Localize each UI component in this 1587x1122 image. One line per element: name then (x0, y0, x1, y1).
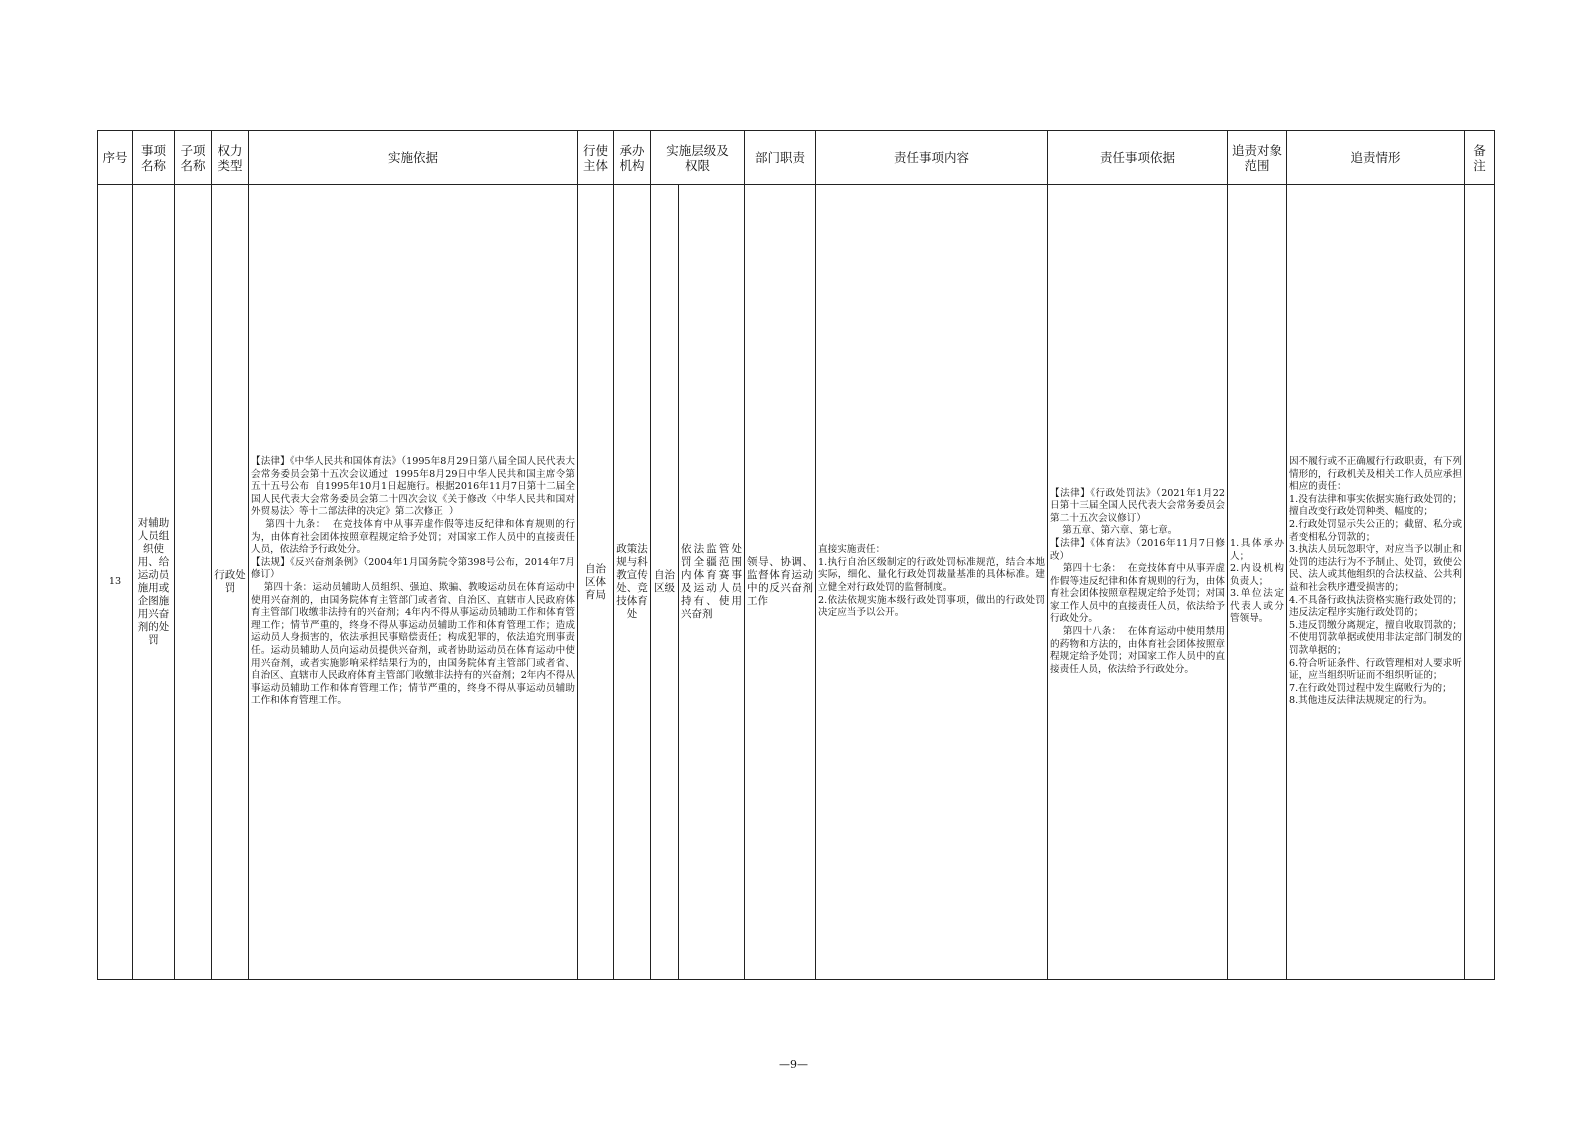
cell-level-scope: 依法监管处罚全疆范围内体育赛事及运动人员持有、使用兴奋剂 (679, 185, 745, 980)
cell-power-type: 行政处罚 (212, 185, 249, 980)
header-row (98, 131, 1495, 185)
cell-item-name: 对辅助人员组织使用、给运动员施用或企图施用兴奋剂的处罚 (133, 185, 175, 980)
header-item-name: 事项 名称 (133, 131, 175, 185)
header-level: 实施层级及 权限 (651, 131, 745, 185)
cell-basis: 【法律】《中华人民共和国体育法》（1995年8月29日第八届全国人民代表大会常务委员会第十五次会议通过 1995年8月29日中华人民共和国主席令第五十五号公布 自1995年10月1日起施行。根据2016年11月7日第十二届全国人民代表大会常务委员会第二十四次会议《关于修改〈中华人民共和国对外贸易法〉等十二部法律的决定》第二次修正 ） 第四十九条： 在竞技体育中从事弄虚作假等违反纪律和体育规则的行为，由体育社会团体按照章程规定给予处罚；对国家工作人员中的直接责任人员，依法给予行政处分。 【法规】《反兴奋剂条例》（2004年1月国务院令第398号公布，2014年7月修订） 第四十条：运动员辅助人员组织、强迫、欺骗、教唆运动员在体育运动中使用兴奋剂的，由国务院体育主管部门或者省、自治区、直辖市人民政府体育主管部门收缴非法持有的兴奋剂；4年内不得从事运动员辅助工作和体育管理工作；情节严重的，终身不得从事运动员辅助工作和体育管理工作；造成运动员人身损害的，依法承担民事赔偿责任；构成犯罪的，依法追究刑事责任。运动员辅助人员向运动员提供兴奋剂，或者协助运动员在体育运动中使用兴奋剂，或者实施影响采样结果行为的，由国务院体育主管部门或者省、自治区、直辖市人民政府体育主管部门收缴非法持有的兴奋剂；2年内不得从事运动员辅助工作和体育管理工作；情节严重的，终身不得从事运动员辅助工作和体育管理工作。 (249, 185, 578, 980)
header-seq: 序号 (98, 131, 133, 185)
cell-resp-content: 直接实施责任： 1.执行自治区级制定的行政处罚标准规范，结合本地实际，细化、量化行政处罚裁量基准的具体标准。建立健全对行政处罚的监督制度。 2.依法依规实施本级行政处罚事项，做出的行政处罚决定应当予以公开。 (816, 185, 1048, 980)
cell-duty: 领导、协调、监督体育运动中的反兴奋剂工作 (745, 185, 816, 980)
table-row (98, 185, 1495, 980)
cell-seq: 13 (98, 185, 133, 980)
cell-resp-basis: 【法律】《行政处罚法》（2021年1月22日第十三届全国人民代表大会常务委员会第二十五次会议修订） 第五章、第六章、第七章。 【法律】《体育法》（2016年11月7日修改） 第四十七条： 在竞技体育中从事弄虚作假等违反纪律和体育规则的行为，由体育社会团体按照章程规定给予处罚；对国家工作人员中的直接责任人员，依法给予行政处分。 第四十八条： 在体育运动中使用禁用的药物和方法的，由体育社会团体按照章程规定给予处罚；对国家工作人员中的直接责任人员，依法给予行政处分。 (1048, 185, 1228, 980)
cell-sub-item-name (175, 185, 212, 980)
header-power-type: 权力 类型 (212, 131, 249, 185)
header-resp-basis: 责任事项依据 (1048, 131, 1228, 185)
header-basis: 实施依据 (249, 131, 578, 185)
header-agency: 承办 机构 (614, 131, 651, 185)
header-accountability: 追责情形 (1287, 131, 1465, 185)
header-sub-item-name: 子项 名称 (175, 131, 212, 185)
header-duty: 部门职责 (745, 131, 816, 185)
responsibility-table (97, 130, 1495, 980)
cell-accountability: 因不履行或不正确履行行政职责，有下列情形的，行政机关及相关工作人员应承担相应的责任： 1.没有法律和事实依据实施行政处罚的；擅自改变行政处罚种类、幅度的； 2.行政处罚显示失公正的；截留、私分或者变相私分罚款的； 3.执法人员玩忽职守，对应当予以制止和处罚的违法行为不予制止、处罚，致使公民、法人或其他组织的合法权益、公共利益和社会秩序遭受损害的； 4.不具备行政执法资格实施行政处罚的；违反法定程序实施行政处罚的； 5.违反罚缴分离规定，擅自收取罚款的；不使用罚款单据或使用非法定部门制发的罚款单据的； 6.符合听证条件、行政管理相对人要求听证，应当组织听证而不组织听证的； 7.在行政处罚过程中发生腐败行为的； 8.其他违反法律法规规定的行为。 (1287, 185, 1465, 980)
page-number: —9— (779, 1058, 808, 1071)
cell-accountable-scope: 1.具体承办人； 2.内设机构负责人； 3.单位法定代表人或分管领导。 (1228, 185, 1287, 980)
header-resp-content: 责任事项内容 (816, 131, 1048, 185)
header-accountable-scope: 追责对象 范围 (1228, 131, 1287, 185)
header-remark: 备 注 (1465, 131, 1495, 185)
cell-level-area: 自治区级 (651, 185, 679, 980)
cell-subject: 自治区体育局 (578, 185, 614, 980)
cell-remark (1465, 185, 1495, 980)
cell-agency: 政策法规与科教宣传处、竞技体育处 (614, 185, 651, 980)
header-subject: 行使 主体 (578, 131, 614, 185)
